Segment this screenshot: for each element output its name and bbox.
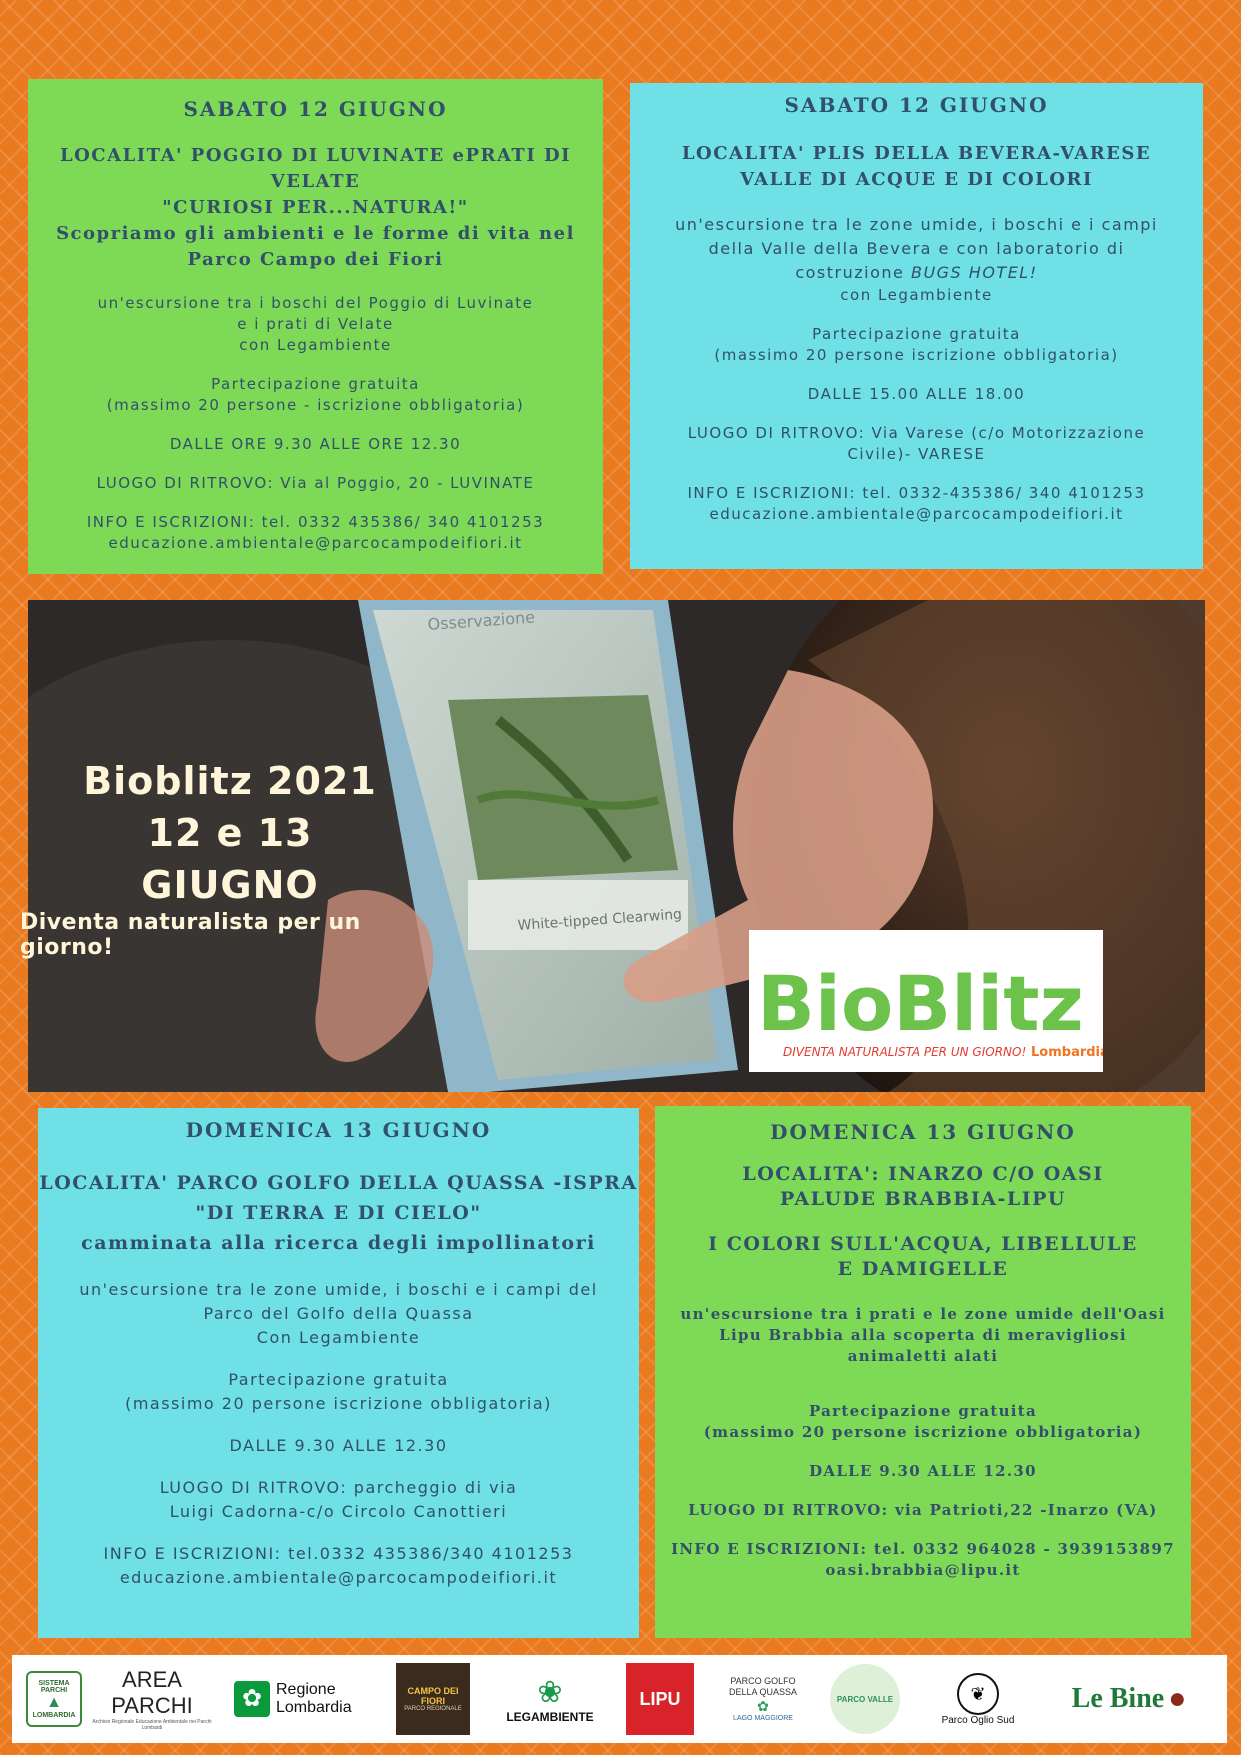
parco-valle-bevera-text: PARCO VALLE — [836, 1694, 894, 1704]
event-card-sunday-quassa — [38, 1108, 639, 1638]
event-card-saturday-luvinate — [28, 79, 603, 574]
event-time: DALLE ORE 9.30 ALLE ORE 12.30 — [169, 435, 462, 453]
tree-icon: ▲ — [46, 1693, 62, 1711]
event-info: INFO E ISCRIZIONI: tel. 0332 964028 - 3939153897 — [671, 1540, 1175, 1558]
event-location: LOCALITA': INARZO C/O OASI — [742, 1163, 1104, 1185]
event-description: Con Legambiente — [256, 1328, 421, 1347]
area-parchi-sub: Archivio Regionale Educazione Ambientale nei Parchi Lombardi — [92, 1719, 212, 1731]
event-participation: (massimo 20 persone - iscrizione obbligatoria) — [106, 396, 525, 414]
event-participation: Partecipazione gratuita — [211, 375, 420, 393]
event-time: DALLE 9.30 ALLE 12.30 — [809, 1462, 1037, 1480]
event-subtitle: Parco Campo dei Fiori — [187, 249, 444, 270]
parco-oglio-sud-text: Parco Oglio Sud — [941, 1714, 1015, 1726]
event-email[interactable]: educazione.ambientale@parcocampodeifiori.it — [709, 505, 1124, 523]
area-parchi-logo — [82, 1663, 222, 1735]
regione-lombardia-text: Regione Lombardia — [276, 1681, 352, 1716]
event-subtitle: Scopriamo gli ambienti e le forme di vita nel — [56, 223, 575, 244]
event-info: INFO E ISCRIZIONI: tel.0332 435386/340 4101253 — [103, 1544, 574, 1563]
hero-tagline: Diventa naturalista per un giorno! — [20, 910, 361, 960]
lipu-logo — [626, 1663, 694, 1735]
event-time: DALLE 9.30 ALLE 12.30 — [229, 1436, 448, 1455]
legambiente-leaf-icon: ❀ — [537, 1675, 563, 1709]
event-description: e i prati di Velate — [237, 315, 394, 333]
parco-golfo-quassa-text: PARCO GOLFO DELLA QUASSA — [728, 1676, 798, 1697]
le-bine-logo — [1046, 1663, 1212, 1735]
frog-icon: ● — [1168, 1682, 1187, 1715]
hero-date-line: 12 e 13 GIUGNO — [141, 811, 319, 907]
event-description-emphasis: BUGS HOTEL! — [910, 263, 1038, 282]
event-description: un'escursione tra le zone umide, i boschi e i campi del — [79, 1280, 598, 1299]
area-parchi-text: AREA PARCHI — [111, 1667, 193, 1718]
parco-oglio-sud-logo — [932, 1663, 1024, 1735]
event-name: E DAMIGELLE — [837, 1258, 1009, 1280]
event-name: I COLORI SULL'ACQUA, LIBELLULE — [708, 1233, 1138, 1255]
event-description: un'escursione tra i boschi del Poggio di Luvinate — [97, 294, 534, 312]
event-name: "CURIOSI PER...NATURA!" — [162, 197, 469, 218]
event-description-prefix: costruzione — [795, 263, 911, 282]
legambiente-text: LEGAMBIENTE — [506, 1709, 594, 1724]
event-info: INFO E ISCRIZIONI: tel. 0332 435386/ 340 4101253 — [86, 513, 545, 531]
event-location: PALUDE BRABBIA-LIPU — [780, 1188, 1066, 1210]
event-location: LOCALITA' PLIS DELLA BEVERA-VARESE — [681, 143, 1152, 164]
event-card-sunday-brabbia — [655, 1106, 1191, 1638]
event-participation: (massimo 20 persone iscrizione obbligatoria) — [703, 1423, 1143, 1441]
event-time: DALLE 15.00 ALLE 18.00 — [807, 385, 1026, 403]
parco-golfo-quassa-sub: LAGO MAGGIORE — [733, 1715, 793, 1722]
event-info: INFO E ISCRIZIONI: tel. 0332-435386/ 340 4101253 — [687, 484, 1146, 502]
campo-dei-fiori-logo — [396, 1663, 470, 1735]
event-meeting-point: LUOGO DI RITROVO: Via al Poggio, 20 - LUVINATE — [96, 474, 535, 492]
event-card-saturday-bevera — [630, 83, 1203, 569]
event-email[interactable]: oasi.brabbia@lipu.it — [825, 1561, 1021, 1579]
event-description: un'escursione tra le zone umide, i boschi e i campi — [675, 215, 1158, 234]
bioblitz-logo-word: BioBlitz — [757, 959, 1084, 1048]
event-meeting-point: Civile)- VARESE — [847, 445, 986, 463]
le-bine-text: Le Bine — [1071, 1683, 1165, 1714]
event-meeting-point: Luigi Cadorna-c/o Circolo Canottieri — [169, 1502, 508, 1521]
event-subtitle: camminata alla ricerca degli impollinatori — [81, 1232, 596, 1254]
sistema-parchi-text: SISTEMA PARCHI — [38, 1679, 70, 1694]
campo-dei-fiori-text: CAMPO DEI FIORI — [407, 1686, 459, 1706]
event-location: LOCALITA' POGGIO DI LUVINATE ePRATI DI VELATE — [59, 145, 572, 192]
event-participation: Partecipazione gratuita — [808, 1402, 1038, 1420]
event-name: "DI TERRA E DI CIELO" — [195, 1202, 482, 1224]
event-date: SABATO 12 GIUGNO — [784, 93, 1049, 117]
event-date: DOMENICA 13 GIUGNO — [185, 1118, 492, 1142]
sistema-parchi-logo — [26, 1663, 82, 1735]
event-date: SABATO 12 GIUGNO — [183, 97, 448, 121]
partner-logos-bar — [12, 1655, 1227, 1743]
phone-screen-species: White-tipped Clearwing — [517, 906, 683, 934]
event-description: della Valle della Bevera e con laboratorio di — [708, 239, 1125, 258]
event-meeting-point: LUOGO DI RITROVO: parcheggio di via — [159, 1478, 518, 1497]
event-participation: Partecipazione gratuita — [228, 1370, 449, 1389]
campo-dei-fiori-sub: PARCO REGIONALE — [404, 1706, 462, 1712]
event-participation: (massimo 20 persone iscrizione obbligatoria) — [714, 346, 1119, 364]
regione-lombardia-logo — [230, 1663, 372, 1735]
phone-screen-title: Osservazione — [426, 607, 536, 634]
event-name: VALLE DI ACQUE E DI COLORI — [740, 169, 1093, 190]
event-description: animaletti alati — [847, 1347, 999, 1365]
lipu-text: LIPU — [639, 1688, 681, 1709]
event-description: un'escursione tra i prati e le zone umide dell'Oasi — [680, 1305, 1166, 1323]
bioblitz-logo — [749, 930, 1103, 1072]
event-description: con Legambiente — [239, 336, 392, 354]
event-description — [630, 261, 1203, 285]
event-description: Parco del Golfo della Quassa — [203, 1304, 474, 1323]
bioblitz-logo-region: Lombardia — [1031, 1045, 1103, 1060]
event-date: DOMENICA 13 GIUGNO — [770, 1120, 1076, 1144]
event-participation: Partecipazione gratuita — [812, 325, 1021, 343]
parco-golfo-quassa-logo — [720, 1663, 806, 1735]
event-meeting-point: LUOGO DI RITROVO: Via Varese (c/o Motorizzazione — [687, 424, 1146, 442]
event-description: con Legambiente — [840, 286, 993, 304]
bioblitz-logo-tagline: DIVENTA NATURALISTA PER UN GIORNO! — [783, 1045, 1027, 1059]
event-participation: (massimo 20 persone iscrizione obbligatoria) — [125, 1394, 552, 1413]
oglio-sud-emblem-icon: ❦ — [957, 1673, 999, 1715]
regione-rose-icon: ✿ — [234, 1681, 270, 1717]
lily-icon: ✿ — [757, 1698, 769, 1714]
event-email[interactable]: educazione.ambientale@parcocampodeifiori.it — [119, 1568, 558, 1587]
sistema-parchi-sub: LOMBARDIA — [32, 1711, 76, 1719]
legambiente-logo — [490, 1663, 610, 1735]
event-meeting-point: LUOGO DI RITROVO: via Patrioti,22 -Inarzo (VA) — [688, 1501, 1158, 1519]
event-location: LOCALITA' PARCO GOLFO DELLA QUASSA -ISPRA — [39, 1172, 638, 1194]
hero-title-line: Bioblitz 2021 — [83, 759, 377, 803]
event-email[interactable]: educazione.ambientale@parcocampodeifiori.it — [108, 534, 523, 552]
parco-valle-bevera-logo — [828, 1663, 902, 1735]
hero-title — [60, 755, 400, 911]
event-description: Lipu Brabbia alla scoperta di meravigliosi — [719, 1326, 1127, 1344]
